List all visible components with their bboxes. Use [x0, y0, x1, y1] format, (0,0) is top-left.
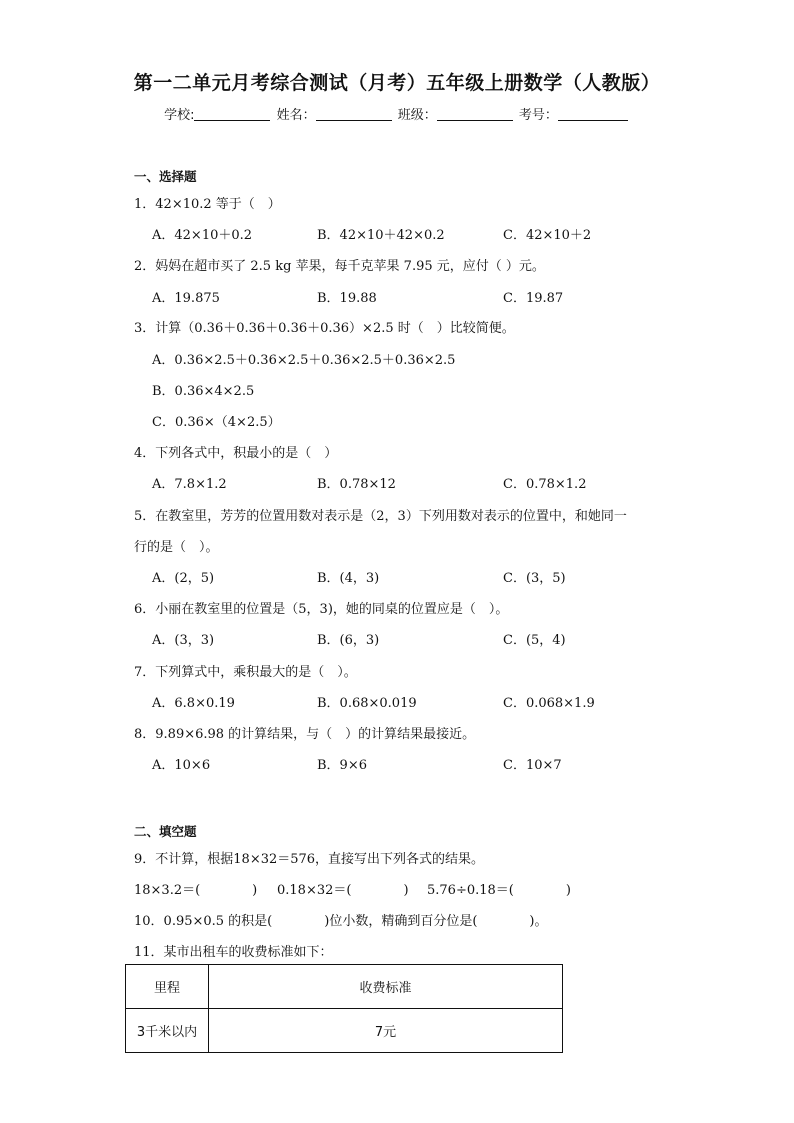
number-label: 考号： — [518, 108, 558, 123]
q2-option-c: C．19.87 — [503, 291, 564, 306]
q5-option-c: C．(3，5) — [503, 571, 566, 586]
q3-option-b: B．0.36×4×2.5 — [152, 384, 255, 399]
question-1: 1．42×10.2 等于（ ） — [134, 197, 281, 212]
school-label: 学校: — [164, 108, 195, 123]
q1-option-c: C．42×10＋2 — [503, 228, 592, 243]
q2-option-b: B．19.88 — [317, 291, 377, 306]
name-label: 姓名： — [276, 108, 316, 123]
q6-option-c: C．(5，4) — [503, 633, 566, 648]
class-label: 班级： — [397, 108, 437, 123]
question-2: 2．妈妈在超市买了 2.5 kg 苹果，每千克苹果 7.95 元，应付（ ）元。 — [134, 259, 545, 274]
q7-option-b: B．0.68×0.019 — [317, 696, 417, 711]
q8-option-c: C．10×7 — [503, 758, 562, 773]
q3-option-a: A．0.36×2.5＋0.36×2.5＋0.36×2.5＋0.36×2.5 — [152, 353, 456, 368]
q5-option-b: B．(4，3) — [317, 571, 380, 586]
question-5-continued: 行的是（ ）。 — [134, 540, 219, 555]
question-5: 5．在教室里，芳芳的位置用数对表示是（2，3）下列用数对表示的位置中，和她同一 — [134, 509, 627, 524]
table-header-row — [126, 965, 563, 1009]
question-3: 3．计算（0.36＋0.36＋0.36＋0.36）×2.5 时（ ）比较简便。 — [134, 321, 515, 336]
name-blank[interactable] — [316, 106, 392, 121]
q1-option-a: A．42×10＋0.2 — [152, 228, 253, 243]
q9-expression-3: 5.76÷0.18＝( ) — [427, 883, 571, 898]
q6-option-b: B．(6，3) — [317, 633, 380, 648]
table-header-cell: 收费标准 — [209, 965, 563, 1009]
q9-expression-1: 18×3.2＝( ) — [134, 883, 258, 898]
q7-option-a: A．6.8×0.19 — [152, 696, 235, 711]
q6-option-a: A．(3，3) — [152, 633, 215, 648]
q8-option-b: B．9×6 — [317, 758, 367, 773]
q4-option-b: B．0.78×12 — [317, 477, 396, 492]
q3-option-c: C．0.36×（4×2.5） — [152, 415, 281, 430]
class-blank[interactable] — [437, 106, 513, 121]
q4-option-a: A．7.8×1.2 — [152, 477, 227, 492]
question-10: 10．0.95×0.5 的积是( )位小数，精确到百分位是( )。 — [134, 914, 548, 929]
section-title-choice: 一、选择题 — [134, 169, 197, 184]
question-4: 4．下列各式中，积最小的是（ ） — [134, 446, 338, 461]
question-7: 7．下列算式中，乘积最大的是（ ）。 — [134, 665, 357, 680]
q1-option-b: B．42×10＋42×0.2 — [317, 228, 445, 243]
table-cell: 7元 — [209, 1009, 563, 1053]
fare-table — [125, 964, 563, 1053]
question-8: 8．9.89×6.98 的计算结果，与（ ）的计算结果最接近。 — [134, 727, 476, 742]
table-header-cell: 里程 — [126, 965, 209, 1009]
question-11: 11．某市出租车的收费标准如下： — [134, 945, 333, 960]
q7-option-c: C．0.068×1.9 — [503, 696, 595, 711]
table-row — [126, 1009, 563, 1053]
school-blank[interactable] — [194, 106, 270, 121]
student-info-line — [0, 104, 794, 123]
q5-option-a: A．(2，5) — [152, 571, 215, 586]
q4-option-c: C．0.78×1.2 — [503, 477, 587, 492]
q8-option-a: A．10×6 — [152, 758, 211, 773]
q2-option-a: A．19.875 — [152, 291, 220, 306]
section-title-fill: 二、填空题 — [134, 824, 197, 839]
number-blank[interactable] — [558, 106, 628, 121]
page-title: 第一二单元月考综合测试（月考）五年级上册数学（人教版） — [133, 72, 661, 94]
question-6: 6．小丽在教室里的位置是（5，3)，她的同桌的位置应是（ ）。 — [134, 602, 509, 617]
table-cell: 3千米以内 — [126, 1009, 209, 1053]
q9-expression-2: 0.18×32＝( ) — [277, 883, 409, 898]
question-9: 9．不计算，根据18×32＝576，直接写出下列各式的结果。 — [134, 852, 485, 867]
